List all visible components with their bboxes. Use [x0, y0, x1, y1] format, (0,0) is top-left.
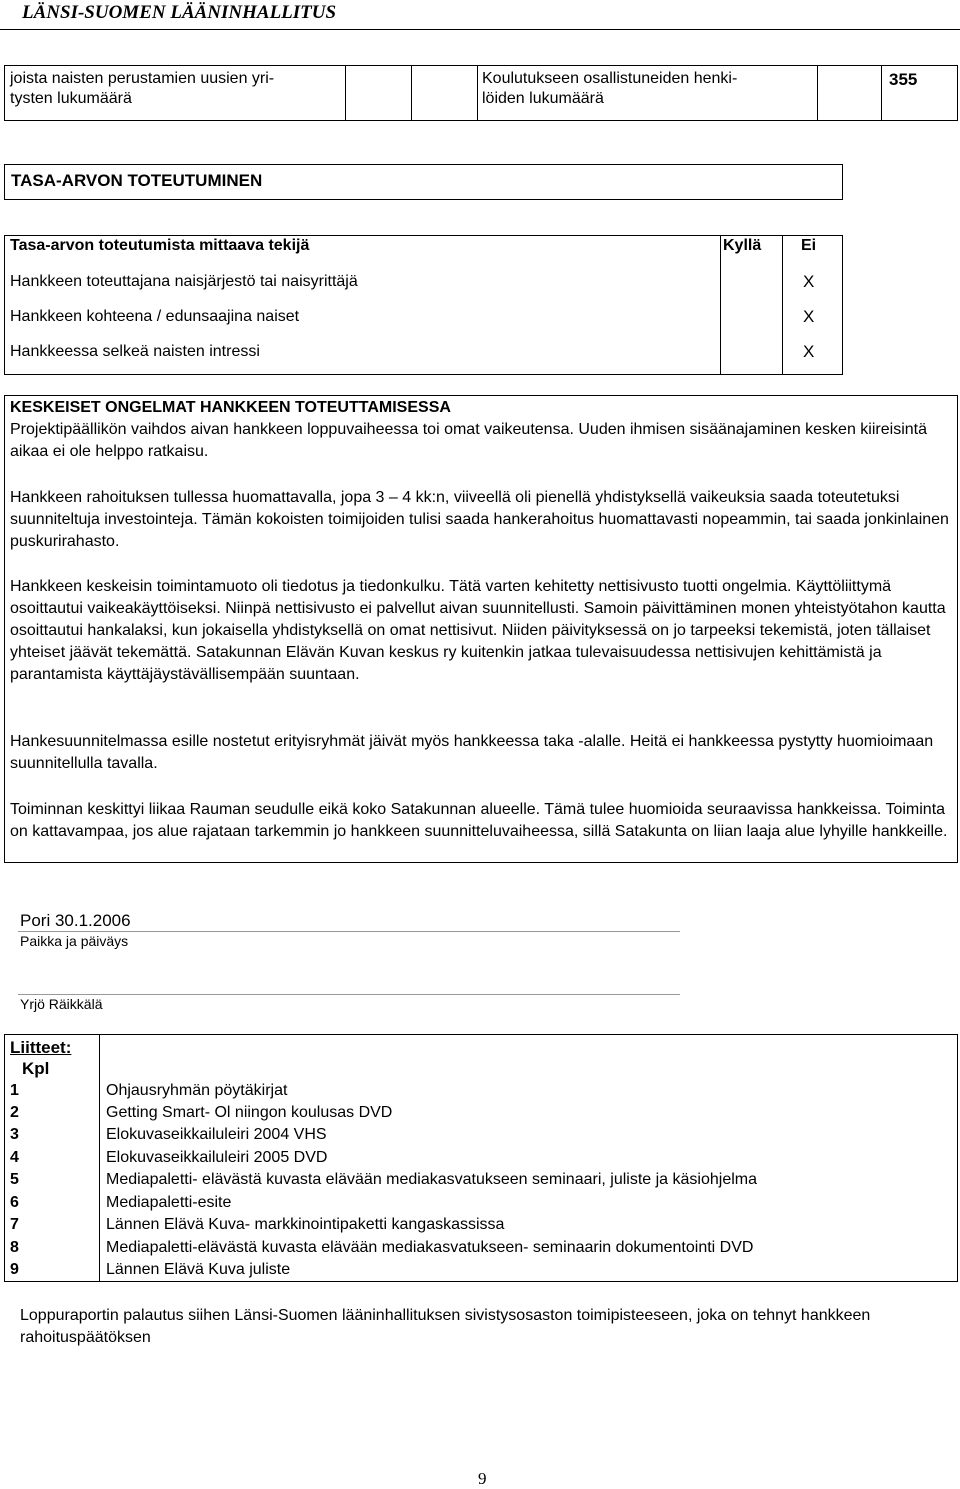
attachment-text: Lännen Elävä Kuva- markkinointipaketti kangaskassissa — [106, 1216, 505, 1233]
attachment-text: Getting Smart- Ol niingon koulusas DVD — [106, 1104, 393, 1121]
header-divider — [0, 29, 960, 30]
attachment-number: 2 — [10, 1104, 19, 1121]
problems-title: KESKEISET ONGELMAT HANKKEEN TOTEUTTAMISESSA — [10, 399, 451, 416]
equality-row-no-mark: X — [803, 272, 815, 291]
attachment-number: 3 — [10, 1126, 19, 1143]
equality-yes-header: Kyllä — [723, 237, 762, 254]
attachment-number: 5 — [10, 1171, 19, 1188]
attachment-row — [0, 1169, 960, 1191]
problems-paragraph: Hankkeen rahoituksen tullessa huomattavalla, jopa 3 – 4 kk:n, viiveellä oli pienellä yhdistyksellä vaikeuksia saada toteutetuksi suunniteltuja investointeja. Tämän kokoisten toimijoiden tulisi saada hankerahoitus huomattavasti nopeammin, tai saada jonkinlainen puskurirahasto. — [10, 489, 949, 550]
attachments-title: Liitteet: — [10, 1038, 72, 1057]
problems-paragraph: Hankesuunnitelmassa esille nostetut erityisryhmät jäivät myös hankkeessa taka -alalle. Heitä ei hankkeessa pystytty huomioimaan suunnitellulla tavalla. — [10, 733, 934, 772]
attachment-row — [0, 1102, 960, 1124]
attachment-number: 4 — [10, 1149, 19, 1166]
equality-row-label: Hankkeessa selkeä naisten intressi — [10, 343, 260, 360]
attachment-text: Lännen Elävä Kuva juliste — [106, 1261, 291, 1278]
attachment-row — [0, 1147, 960, 1169]
attachment-text: Mediapaletti- elävästä kuvasta elävään mediakasvatukseen seminaari, juliste ja käsiohjelma — [106, 1171, 758, 1188]
attachment-row — [0, 1124, 960, 1146]
new-companies-label: joista naisten perustamien uusien yri- tysten lukumäärä — [10, 70, 275, 107]
place-date-underline — [18, 931, 680, 932]
attachment-text: Elokuvaseikkailuleiri 2004 VHS — [106, 1126, 327, 1143]
equality-no-header: Ei — [801, 237, 817, 254]
attachment-row — [0, 1259, 960, 1281]
attachment-row — [0, 1214, 960, 1236]
place-date-label: Paikka ja päiväys — [20, 933, 129, 949]
page-header-title: LÄNSI-SUOMEN LÄÄNINHALLITUS — [22, 2, 337, 23]
attachment-row — [0, 1080, 960, 1102]
equality-row-no-mark: X — [803, 307, 815, 326]
place-date: Pori 30.1.2006 — [20, 911, 131, 930]
attachment-number: 8 — [10, 1239, 19, 1256]
problems-paragraph: Toiminnan keskittyi liikaa Rauman seudulle eikä koko Satakunnan alueelle. Tämä tulee huomioida seuraavissa hankkeissa. Toiminta on kattavampaa, jos alue rajataan tarkemmin jo hankkeen suunnitteluvaiheessa, sillä Satakunta on liian laaja alue lyhyille hankkeille. — [10, 801, 948, 840]
equality-row-no-mark: X — [803, 342, 815, 361]
equality-row-label: Hankkeen toteuttajana naisjärjestö tai naisyrittäjä — [10, 273, 358, 290]
attachments-kpl: Kpl — [22, 1059, 50, 1078]
attachment-text: Ohjausryhmän pöytäkirjat — [106, 1082, 288, 1099]
equality-row-label: Hankkeen kohteena / edunsaajina naiset — [10, 308, 300, 325]
attachment-number: 6 — [10, 1194, 19, 1211]
participants-value: 355 — [889, 70, 918, 89]
attachment-number: 9 — [10, 1261, 19, 1278]
participants-label: Koulutukseen osallistuneiden henki- löiden lukumäärä — [482, 70, 738, 107]
attachment-number: 1 — [10, 1082, 19, 1099]
equality-title: TASA-ARVON TOTEUTUMINEN — [11, 171, 263, 190]
attachment-row — [0, 1192, 960, 1214]
page-number: 9 — [478, 1469, 487, 1488]
return-note: Loppuraportin palautus siihen Länsi-Suomen lääninhallituksen sivistysosaston toimipisteeseen, joka on tehnyt hankkeen rahoituspäätöksen — [20, 1307, 871, 1346]
attachment-number: 7 — [10, 1216, 19, 1233]
equality-title-box — [4, 164, 843, 200]
attachment-row — [0, 1237, 960, 1259]
problems-paragraph: Projektipäällikön vaihdos aivan hankkeen loppuvaiheessa toi omat vaikeutensa. Uuden ihmisen sisäänajaminen kesken kiireisintä aikaa ei ole helppo ratkaisu. — [10, 421, 927, 460]
problems-paragraph: Hankkeen keskeisin toimintamuoto oli tiedotus ja tiedonkulku. Tätä varten kehitetty nettisivusto tuotti ongelmia. Käyttöliittymä osoittautui vaikeakäyttöiseksi. Niinpä nettisivusto ei palvellut aivan suunnitellusti. Samoin päivittäminen monen yhteistyötahon kautta osoittautui hankalaksi, kun jokaisella yhdistyksellä on omat nettisivut. Niiden päivityksessä on jo tarpeeksi tekemistä, joten tällaiset yhteiset jäävät tekemättä. Satakunnan Elävän Kuvan keskus ry kuitenkin jatkaa tulevaisuudessa nettisivujen kehittämistä ja parantamista käyttäjäystävällisempään suuntaan. — [10, 578, 946, 683]
signer-name: Yrjö Räikkälä — [20, 996, 103, 1012]
attachment-text: Mediapaletti-elävästä kuvasta elävään mediakasvatukseen- seminaarin dokumentointi DVD — [106, 1239, 754, 1256]
signature-line — [18, 994, 680, 995]
attachment-text: Elokuvaseikkailuleiri 2005 DVD — [106, 1149, 328, 1166]
equality-header-label: Tasa-arvon toteutumista mittaava tekijä — [10, 237, 310, 254]
top-table — [4, 65, 958, 121]
attachment-text: Mediapaletti-esite — [106, 1194, 232, 1211]
